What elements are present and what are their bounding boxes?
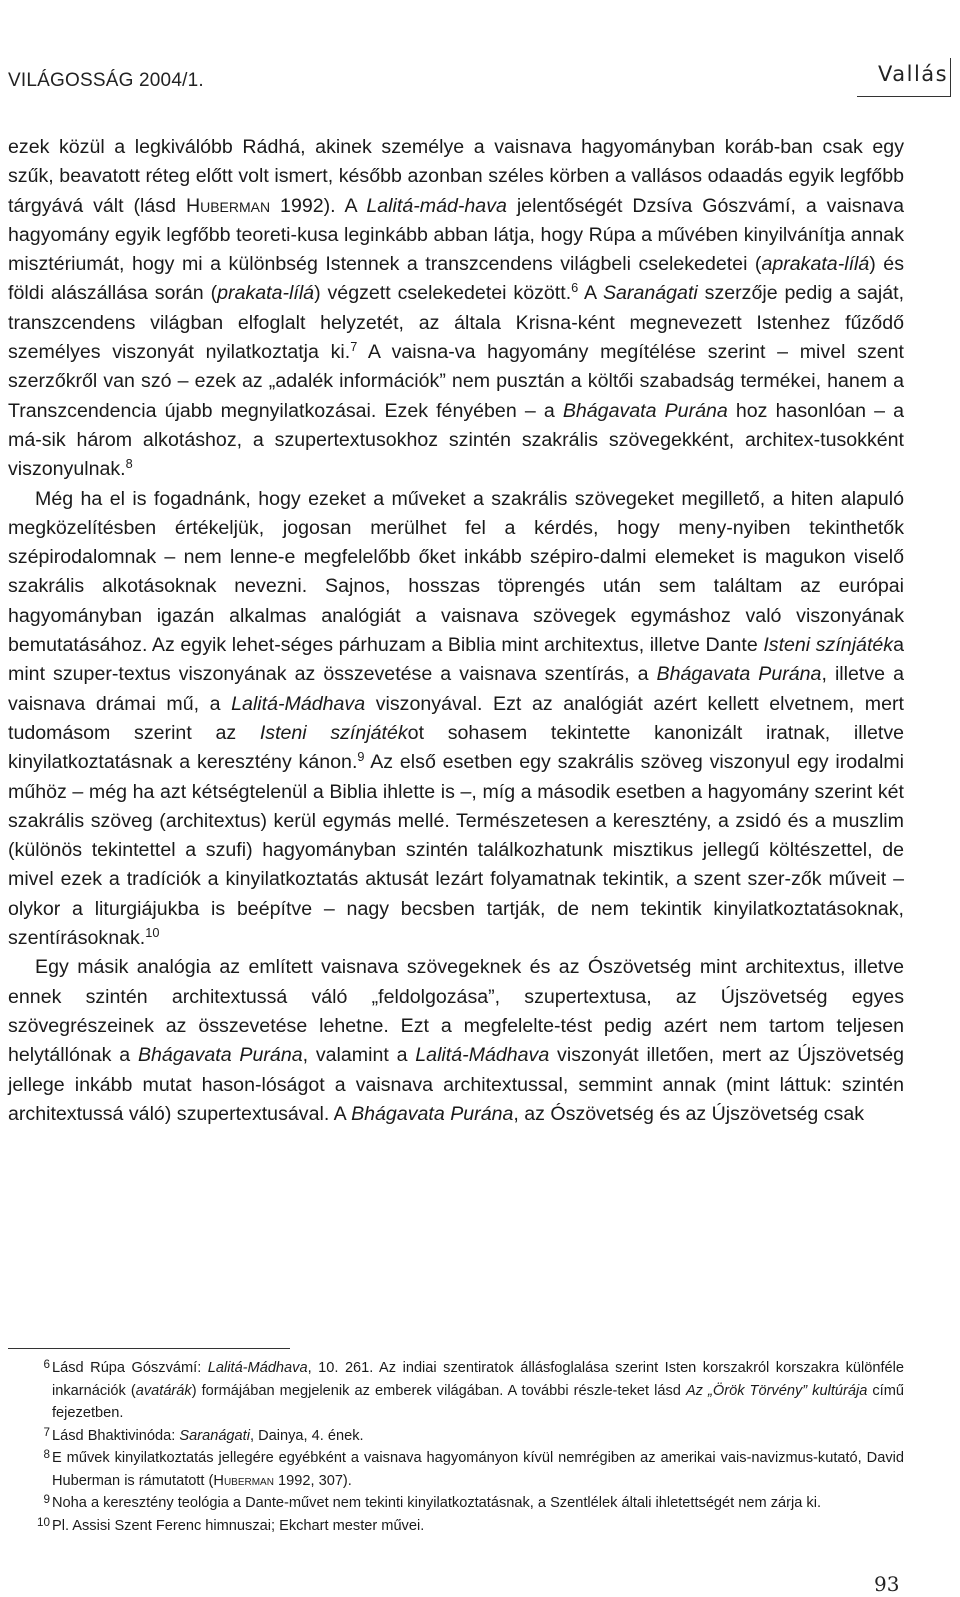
italic-title: Bhágavata Purána [562,399,728,422]
italic-title: prakata-lílá [217,282,315,305]
footnote [8,1357,904,1425]
footnote-number [8,1357,52,1425]
text-run: jelentőségét Dzsíva Gószvámí, a vaisnava hagyomány egyik legfőbb teoreti-kusa leginkább abban látja, hogy Rúpa a művében kinyilvánítja annak misztériumát, hogy mi a különbség Istennek a transzcendens világbeli cselekedetei ( [8,194,904,276]
italic-title: Isteni színjáték [763,634,894,657]
text-run: , 10. 261. Az indiai szentiratok állásfoglalása szerint Isten korszakról korszakra különféle inkarnációk ( [52,1360,904,1399]
italic-title: Bhágavata Purána [351,1102,514,1125]
italic-title: Bhágavata Purána [656,663,822,686]
italic-title: Lalitá-Mádhava [207,1360,308,1376]
paragraph [8,953,904,1129]
text-run: A [578,282,603,305]
italic-title: Saranágati [602,282,698,305]
section-title: Vallás [878,62,949,86]
footnote-number [8,1515,52,1538]
italic-title: Lalitá-Mádhava [231,692,366,715]
text-run: 1992). A [270,194,367,217]
text-run: viszonyával. Ezt az analógiát azért kellett elvetnem, mert tudomásom szerint az [8,692,904,744]
italic-title: Isteni színjáték [259,721,408,744]
text-run: hoz hasonlóan – a má-sik három alkotáshoz, a szupertextusokhoz szintén szakrális szövegekként, architex-tusokként viszonyulnak. [8,399,904,481]
text-run: Még ha el is fogadnánk, hogy ezeket a műveket a szakrális szövegeket megillető, a hiten alapuló megközelítésben értékeljük, jogosan merülhet fel a kérdés, hogy meny-nyiben tekinthetők szépirodalomnak – nem lenne-e megfelelőbb őket inkább szépiro-dalmi elemeket is magukon viselő szakrális alkotásoknak nevezni. Sajnos, hosszas töprengés után sem találtam az európai hagyományban igazán alkalmas analógiát a vaisnava szövegek egymáshoz való viszonyának bemutatásához. Az egyik lehet-séges párhuzam a Biblia mint architextus, illetve Dante [8,487,904,657]
text-run: Noha a keresztény teológia a Dante-művet nem tekinti kinyilatkoztatásnak, a Szentlélek általi ihletettségét nem zárja ki. [52,1495,822,1511]
text-run: ) és földi alászállása során ( [8,253,904,305]
journal-title: VILÁGOSSÁG 2004/1. [8,70,204,91]
text-run: E művek kinyilatkoztatás jellegére egyébként a vaisnava hagyományon kívül nemrégiben az amerikai vais-navizmus-kutató, David Huberman is rámutatott ( [52,1450,904,1489]
footnote [8,1425,904,1448]
text-run: ) végzett cselekedetei között. [314,282,572,305]
footnote-number-text: 10 [37,1515,50,1529]
text-run: Lásd Bhaktivinóda: [52,1427,180,1444]
footnote-text [52,1492,904,1515]
text-run: , valamint a [302,1044,416,1067]
paragraph [8,133,904,485]
footnote [8,1447,904,1492]
italic-title: avatárák [135,1382,192,1399]
footnote-ref: 6 [571,280,579,296]
footnote-text [52,1357,904,1425]
page-number: 93 [874,1572,900,1596]
text-run: , az Ószövetség és az Újszövetség csak [513,1102,865,1125]
footnote-ref: 8 [125,456,133,472]
text-run: Egy másik analógia az említett vaisnava szövegeknek és az Ószövetség mint architextus, illetve ennek szintén architextussá váló „feldolgozása”, szupertextusa, az Újszövetség egyes szövegrészeinek az összevetése lehetne. Ezt a megfelelte-tést pedig azért nem tartom teljesen helytállónak a [8,956,904,1067]
text-run: szerzője pedig a saját, transzcendens világban elfoglalt helyzetét, az általa Krisna-ként megnevezett Istenhez fűződő személyes viszonyát nyilatkoztatja ki. [8,282,905,364]
text-run: Az első esetben egy szakrális szöveg viszonyul egy irodalmi műhöz – még ha azt kétségtelenül a Biblia ihlette is –, míg a második esetben a hagyomány szerint két szakrális szöveg (architextus) kerül egymás mellé. Természetesen a keresztény, a zsidó és a muszlim (különös tekintettel a szufi) hagyományban szintén találkozhatunk misztikus jellegű költészettel, de mivel ezek a tradíciók a kinyilatkoztatás aktusát lezárt folyamatnak tekintik, a szent szer-zők műveit – olykor a liturgiájukba is beépítve – nagy becsben tartják, de nem tekintik kinyilatkoztatásoknak, szentírásoknak. [8,751,904,950]
footnote [8,1515,904,1538]
text-run: ) formájában megjelenik az emberek világában. A további részle-teket lásd [191,1382,686,1399]
body-text [8,133,904,1129]
italic-title: Saranágati [179,1427,250,1444]
italic-title: Lalitá-mád-hava [366,194,507,217]
text-run: Lásd Rúpa Gószvámí: [52,1360,208,1376]
footnote-separator [8,1348,290,1349]
italic-title: Az „Örök Törvény” kultúrája [685,1382,868,1399]
text-run: viszonyát illetően, mert az Újszövetség jellege inkább mutat hason-lóságot a vaisnava architextussal, semmint annak (mint láttuk: szintén architextussá váló) szupertextusával. A [8,1044,904,1125]
author-name: Huberman [213,1472,274,1489]
footnote-number-text: 8 [43,1447,50,1461]
italic-title: Lalitá-Mádhava [415,1044,550,1067]
footnote-ref: 7 [350,339,358,355]
footnote-text [52,1515,904,1538]
text-run: A vaisna-va hagyomány megítélése szerint – mivel szent szerzőkről van szó – ezek az „adalék információk” nem pusztán a költői szabadság termékei, hanem a Transzcendencia újabb megnyilatkozásai. Ezek fényében – a [8,341,904,422]
text-run: című fejezetben. [52,1382,905,1421]
footnote-text [52,1425,904,1448]
footnote-number-text: 9 [43,1492,50,1506]
footnote-number [8,1447,52,1492]
footnote-ref: 9 [357,749,365,765]
paragraph [8,485,904,954]
text-run: 1992, 307). [273,1472,352,1489]
footnote-ref: 10 [145,925,160,941]
footnote [8,1492,904,1515]
footnote-number [8,1492,52,1515]
text-run: a mint szuper-textus viszonyának az összevetése a vaisnava szentírás, a [8,634,904,686]
text-run: , Dainya, 4. ének. [249,1427,364,1444]
text-run: , illetve a vaisnava drámai mű, a [8,663,904,715]
italic-title: Bhágavata Purána [137,1044,303,1067]
running-header [0,62,960,108]
footnote-text [52,1447,904,1492]
footnote-number-text: 6 [43,1357,50,1371]
text-run: Pl. Assisi Szent Ferenc himnuszai; Ekchart mester művei. [52,1517,425,1534]
italic-title: aprakata-lílá [761,253,870,276]
footnotes [8,1357,904,1537]
footnote-number-text: 7 [43,1425,50,1439]
author-name: Huberman [185,194,271,217]
text-run: ezek közül a legkiválóbb Rádhá, akinek személye a vaisnava hagyományban koráb-ban csak egy szűk, beavatott réteg előtt volt ismert, később azonban széles körben a vallásos odaadás egyik legfőbb tárgyává vált (lásd [8,136,904,217]
footnote-number [8,1425,52,1448]
text-run: ot sohasem tekintette kanonizált iratnak, illetve kinyilatkoztatásnak a keresztény kánon. [8,721,905,774]
